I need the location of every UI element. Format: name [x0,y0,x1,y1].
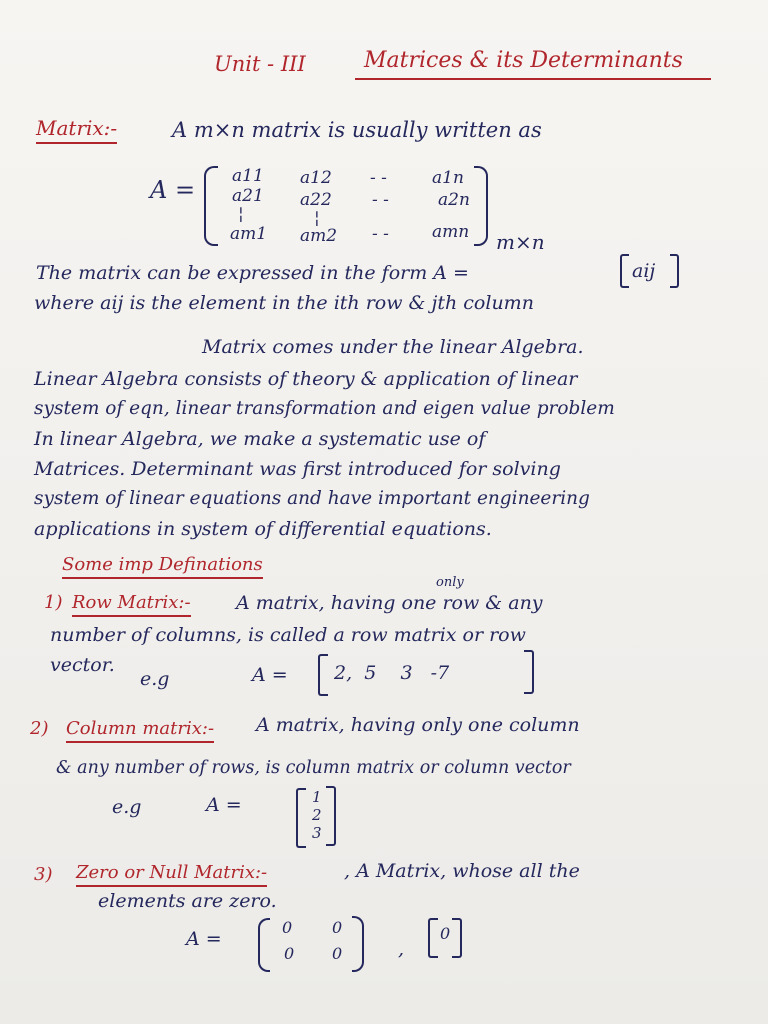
zero-matrix-cell: 0 [284,944,295,963]
zero-matrix-cell: 0 [332,944,343,963]
definition-2-a-label: A = [206,794,242,816]
definitions-heading: Some imp Definations [62,554,263,579]
definition-1-text-2: number of columns, is called a row matrix or row [50,624,526,646]
definition-1-a-label: A = [252,664,288,686]
zero-matrix-cell: 0 [282,918,293,937]
body-line-5: Matrices. Determinant was first introduced for solving [34,458,561,480]
intro-line-1: A m×n matrix is usually written as [172,118,542,142]
definition-3-a-label: A = [186,928,222,950]
intro-line-2: The matrix can be expressed in the form A = [36,262,469,284]
row-matrix-right-bracket [524,650,534,694]
body-line-6: system of linear equations and have important engineering [34,488,590,509]
matrix-cell: a2n [438,190,470,210]
body-line-7: applications in system of differential equations. [34,518,492,540]
zero-matrix-right-bracket [352,916,364,972]
definition-2-title: Column matrix:- [66,718,214,743]
page-title: Matrices & its Determinants [364,48,683,73]
definition-1-only: only [436,575,464,590]
matrix-cell: - - [370,168,387,188]
matrix-cell: am2 [300,226,338,246]
definition-3-text-2: elements are zero. [98,890,277,912]
definition-3-title: Zero or Null Matrix:- [76,862,267,887]
definition-1-number: 1) [44,592,63,613]
definition-1-text-3: vector. [50,654,115,676]
matrix-a-label: A = [150,176,196,204]
matrix-cell: a22 [300,190,332,210]
matrix-cell: a1n [432,168,464,188]
matrix-cell: - - [372,224,389,244]
body-line-4: In linear Algebra, we make a systematic use of [34,428,486,450]
matrix-cell: - - [372,190,389,210]
definition-3-text-1: , A Matrix, whose all the [344,860,580,882]
matrix-cell: ¦ [238,204,244,224]
matrix-cell: a12 [300,168,332,188]
zero-scalar-left-bracket [428,918,438,958]
body-line-3: system of eqn, linear transformation and eigen value problem [34,398,615,419]
unit-label: Unit - III [214,52,306,76]
matrix-cell: ¦ [314,208,320,228]
column-matrix-value: 3 [312,824,322,842]
intro-line-3: where aij is the element in the ith row & jth column [34,292,534,314]
general-matrix-right-bracket [474,166,488,246]
definition-2-text-2: & any number of rows, is column matrix or column vector [56,758,571,778]
column-matrix-value: 1 [312,788,322,806]
matrix-cell: a21 [232,186,264,206]
row-matrix-left-bracket [318,654,328,696]
definition-3-number: 3) [34,864,53,885]
definition-2-number: 2) [30,718,49,739]
matrix-cell: amn [432,222,470,242]
zero-scalar-right-bracket [452,918,462,958]
matrix-cell: am1 [230,224,268,244]
column-matrix-left-bracket [296,788,306,848]
title-underline [355,78,711,80]
zero-matrix-separator: , [398,938,405,960]
definition-1-eg: e.g [140,668,170,690]
aij-left-bracket [620,254,629,288]
definition-1-title: Row Matrix:- [72,592,191,617]
zero-matrix-left-bracket [258,918,270,972]
zero-matrix-cell: 0 [332,918,343,937]
column-matrix-value: 2 [312,806,322,824]
column-matrix-right-bracket [326,786,336,846]
definition-2-eg: e.g [112,796,142,818]
body-line-2: Linear Algebra consists of theory & application of linear [34,368,578,390]
general-matrix-left-bracket [204,166,218,246]
zero-scalar-value: 0 [440,924,451,943]
matrix-cell: a11 [232,166,264,186]
matrix-order: m×n [496,230,545,254]
body-line-1: Matrix comes under the linear Algebra. [202,336,584,358]
aij-label: aij [632,260,656,282]
matrix-heading: Matrix:- [36,116,117,144]
definition-1-text-1: A matrix, having one row & any [236,592,543,614]
row-matrix-values: 2, 5 3 -7 [334,662,450,684]
aij-right-bracket [670,254,679,288]
definition-2-text-1: A matrix, having only one column [256,714,580,736]
